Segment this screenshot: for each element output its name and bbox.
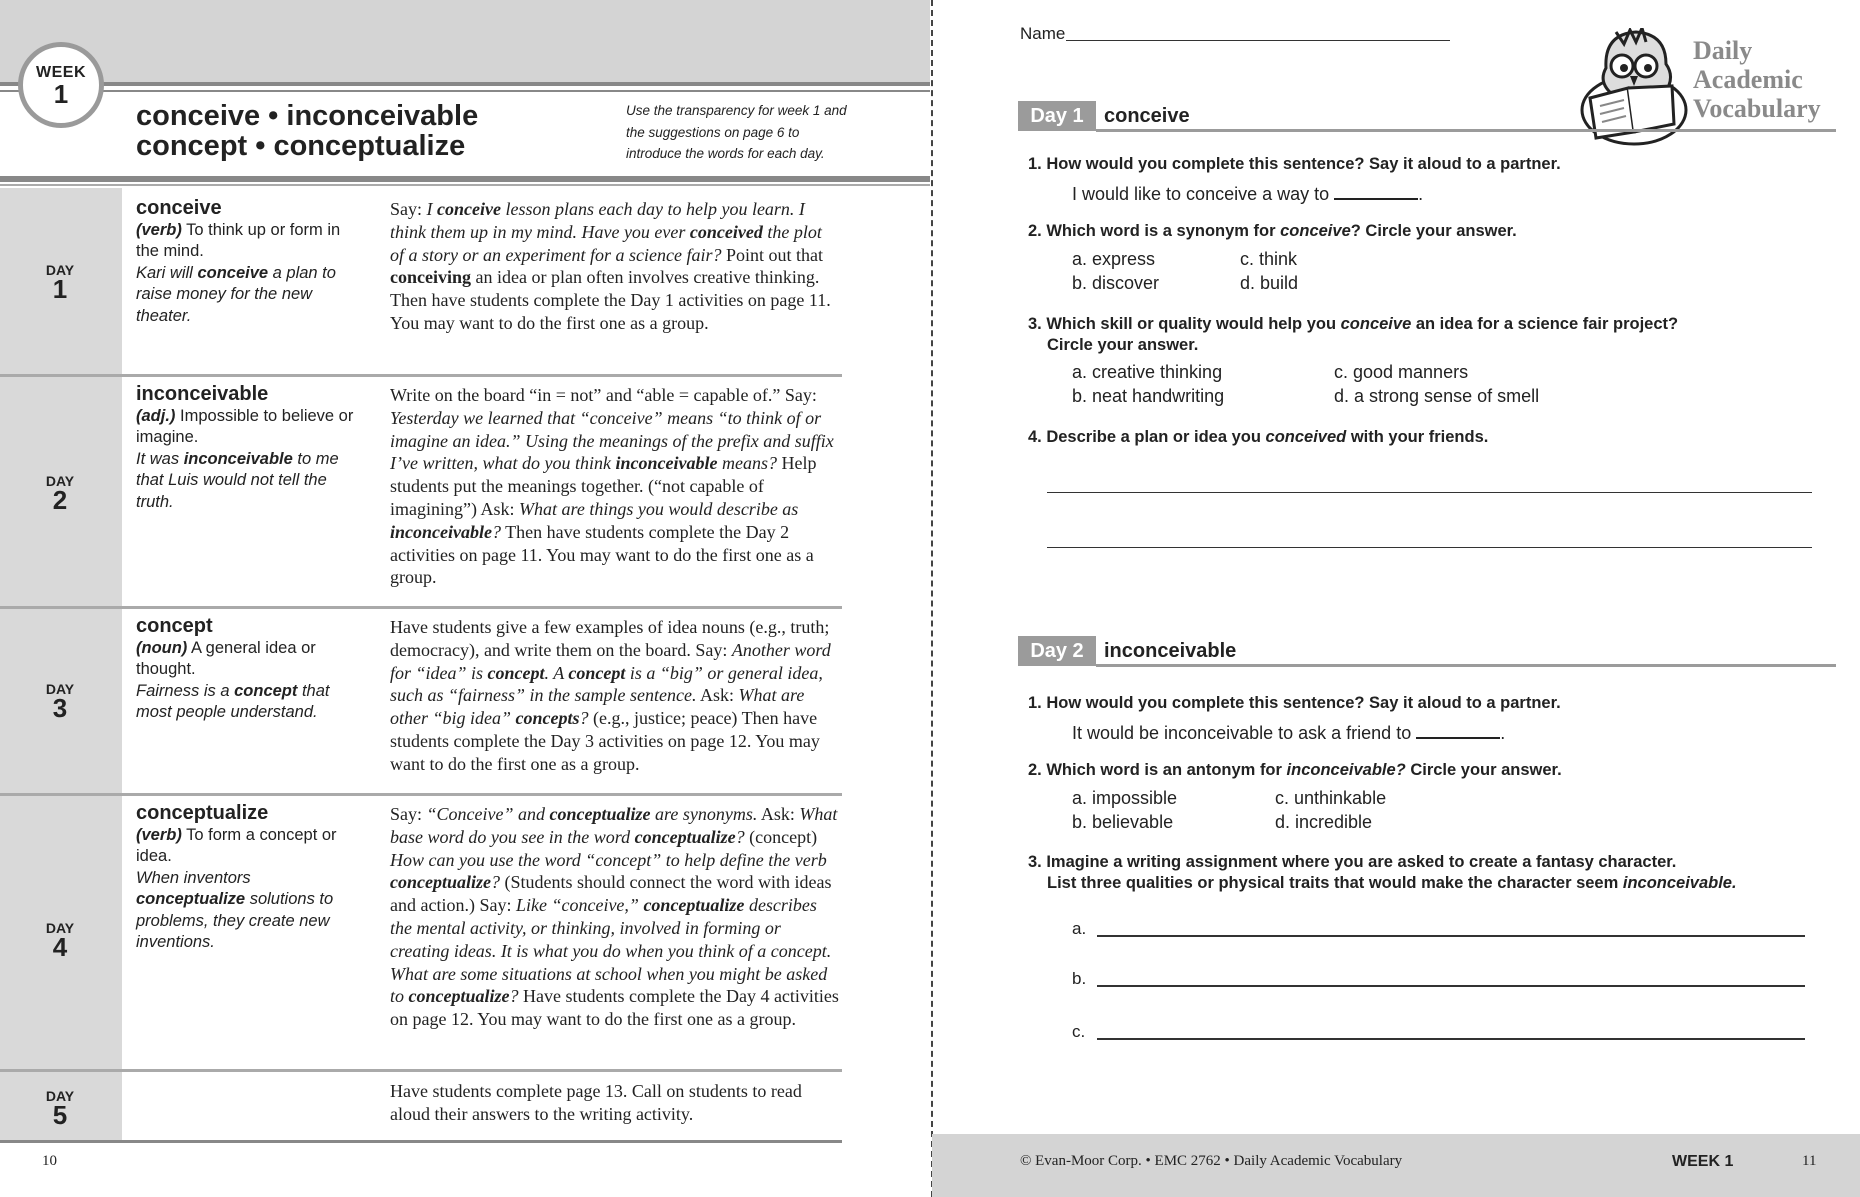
letter-c: c. <box>1072 1022 1086 1041</box>
choice-c[interactable]: c. unthinkable <box>1275 788 1387 808</box>
day1-question-3-line-2: Circle your answer. <box>1047 336 1199 354</box>
day-2-tag: Day 2 <box>1018 636 1096 666</box>
day1-question-1: 1. How would you complete this sentence? Say it aloud to a partner. <box>1028 155 1561 173</box>
example-sentence: When inventors conceptualize solutions to problems, they create new inventions. <box>136 868 334 951</box>
day-number: 5 <box>52 1100 68 1130</box>
choice-a[interactable]: a. impossible <box>1072 788 1178 808</box>
name-label: Name <box>1020 24 1066 43</box>
day-1-header <box>1018 101 1838 131</box>
day-row-3 <box>0 609 842 793</box>
choice-a[interactable]: a. express <box>1072 249 1156 269</box>
day-number: 2 <box>52 485 68 515</box>
writing-line[interactable] <box>1047 547 1812 548</box>
choice-b[interactable]: b. believable <box>1072 812 1174 832</box>
answer-blank[interactable] <box>1334 182 1418 200</box>
day1-question-4: 4. Describe a plan or idea you conceived with your friends. <box>1028 428 1489 446</box>
day-2-rule <box>1096 664 1836 667</box>
day-row-4 <box>0 796 842 1070</box>
teacher-script-1: Say: I conceive lesson plans each day to help you learn. I think them up in my mind. Have you ever conceived the plot of a story or an experiment for a science fair? Point out that conceiving an idea or plan often involves creative thinking. Then have students complete the Day 1 activities on page 11. You may want to do the first one as a group. <box>390 199 831 333</box>
day-1-rule <box>1096 129 1836 132</box>
choice-d[interactable]: d. build <box>1240 273 1299 293</box>
choice-a[interactable]: a. creative thinking <box>1072 362 1223 382</box>
word-entry-4 <box>136 803 356 954</box>
headword: inconceivable <box>136 383 269 405</box>
definition: (noun) A general idea or thought. <box>136 638 316 678</box>
brand-line-3: Vocabulary <box>1693 94 1821 123</box>
day-number: 1 <box>52 274 68 304</box>
writing-line[interactable] <box>1097 985 1805 987</box>
day-label-1 <box>0 262 120 304</box>
day-2-header <box>1018 636 1838 666</box>
day-text: DAY <box>45 1088 75 1104</box>
teacher-script-5: Have students complete page 13. Call on students to read aloud their answers to the writing activity. <box>390 1081 802 1124</box>
header-band <box>0 0 930 82</box>
day1-q1-sentence: I would like to conceive a way to . <box>1072 184 1424 204</box>
name-line[interactable] <box>1066 40 1450 41</box>
example-sentence: Fairness is a concept that most people understand. <box>136 681 330 721</box>
choice-b[interactable]: b. discover <box>1072 273 1160 293</box>
word-entry-2 <box>136 384 356 513</box>
week-badge <box>18 42 104 128</box>
word-entry-3 <box>136 616 356 724</box>
day-row-2 <box>0 377 842 606</box>
header-rule-top <box>0 82 930 86</box>
footer-week: WEEK 1 <box>1672 1153 1734 1170</box>
choice-d[interactable]: d. incredible <box>1275 812 1373 832</box>
headword: conceive <box>136 197 222 219</box>
header-rule-bottom-thin <box>0 184 930 186</box>
day2-q1-sentence: It would be inconceivable to ask a friend to . <box>1072 723 1506 743</box>
day2-question-1: 1. How would you complete this sentence? Say it aloud to a partner. <box>1028 694 1561 712</box>
day-row-1 <box>0 188 842 374</box>
brand-line-2: Academic <box>1693 65 1803 94</box>
choice-d[interactable]: d. a strong sense of smell <box>1334 386 1540 406</box>
day-row-5 <box>0 1072 842 1140</box>
day-text: DAY <box>45 920 75 936</box>
headword: conceptualize <box>136 802 269 824</box>
day-text: DAY <box>45 473 75 489</box>
headword: concept <box>136 615 213 637</box>
day2-question-3-line-2: List three qualities or physical traits that would make the character seem inconceivable. <box>1047 874 1737 892</box>
definition: (verb) To think up or form in the mind. <box>136 220 341 260</box>
day-label-5 <box>0 1088 120 1130</box>
day-label-2 <box>0 473 120 515</box>
choice-c[interactable]: c. good manners <box>1334 362 1469 382</box>
header-rule-bottom <box>0 176 930 182</box>
footer-rule <box>0 1140 842 1143</box>
day1-question-2: 2. Which word is a synonym for conceive? Circle your answer. <box>1028 222 1517 240</box>
word-entry-1 <box>136 198 356 327</box>
writing-line[interactable] <box>1097 935 1805 937</box>
letter-a: a. <box>1072 919 1087 938</box>
header-rule-thin <box>0 90 930 92</box>
example-sentence: It was inconceivable to me that Luis would not tell the truth. <box>136 449 339 511</box>
choice-b[interactable]: b. neat handwriting <box>1072 386 1225 406</box>
day2-question-3: 3. Imagine a writing assignment where you are asked to create a fantasy character. <box>1028 853 1677 871</box>
week-badge-number: 1 <box>53 79 69 109</box>
page-number-right: 11 <box>1802 1153 1817 1169</box>
letter-b: b. <box>1072 969 1087 988</box>
writing-line[interactable] <box>1047 492 1812 493</box>
footer-credit-right: © Evan-Moor Corp. • EMC 2762 • Daily Academic Vocabulary <box>1020 1153 1403 1169</box>
day-number: 3 <box>52 693 68 723</box>
day-text: DAY <box>45 681 75 697</box>
teacher-script-2: Write on the board “in = not” and “able = capable of.” Say: Yesterday we learned that “conceive” means “to think of or imagine an idea.” Using the meanings of the prefix and suffix I’ve written, what do you think inconceivable means? Help students put the meanings together. (“not capable of imagining”) Ask: What are things you would describe as inconceivable? Then have students complete the Day 2 activities on page 11. You may want to do the first one as a group. <box>390 385 834 588</box>
day-2-word: inconceivable <box>1104 640 1237 662</box>
choice-c[interactable]: c. think <box>1240 249 1298 269</box>
intro-note: Use the transparency for week 1 and the suggestions on page 6 to introduce the words for each day. <box>626 103 847 161</box>
example-sentence: Kari will conceive a plan to raise money for the new theater. <box>136 263 336 325</box>
day-label-4 <box>0 920 120 962</box>
title-line-2: concept • conceptualize <box>136 130 466 162</box>
day-label-3 <box>0 681 120 723</box>
day-1-word: conceive <box>1104 105 1190 127</box>
day-text: DAY <box>45 262 75 278</box>
teacher-script-3: Have students give a few examples of idea nouns (e.g., truth; democracy), and write them on the board. Say: Another word for “idea” is concept. A concept is a “big” or general idea, such as “fairness” in the sample sentence. Ask: What are other “big idea” concepts? (e.g., justice; peace) Then have students complete the Day 3 activities on page 12. You may want to do the first one as a group. <box>390 617 831 774</box>
day1-question-3: 3. Which skill or quality would help you conceive an idea for a science fair project? <box>1028 315 1679 333</box>
day2-question-2: 2. Which word is an antonym for inconceivable? Circle your answer. <box>1028 761 1562 779</box>
day-number: 4 <box>52 932 68 962</box>
definition: (adj.) Impossible to believe or imagine. <box>136 406 354 446</box>
brand-line-1: Daily <box>1693 36 1753 65</box>
answer-blank[interactable] <box>1416 721 1500 739</box>
page-gutter <box>931 0 933 1197</box>
page-number-left: 10 <box>42 1153 57 1169</box>
title-line-1: conceive • inconceivable <box>136 100 479 132</box>
definition: (verb) To form a concept or idea. <box>136 825 337 865</box>
day-1-tag: Day 1 <box>1018 101 1096 131</box>
week-badge-label: WEEK <box>36 64 86 81</box>
writing-line[interactable] <box>1097 1038 1805 1040</box>
teacher-script-4: Say: “Conceive” and conceptualize are synonyms. Ask: What base word do you see in the word conceptualize? (concept) How can you use the word “concept” to help define the verb conceptualize? (Students should connect the word with ideas and action.) Say: Like “conceive,” conceptualize describes the mental activity, or thinking, involved in forming or creating ideas. It is what you do when you think of a concept. What are some situations at school when you might be asked to conceptualize? Have students complete the Day 4 activities on page 12. You may want to do the first one as a group. <box>390 804 839 1030</box>
